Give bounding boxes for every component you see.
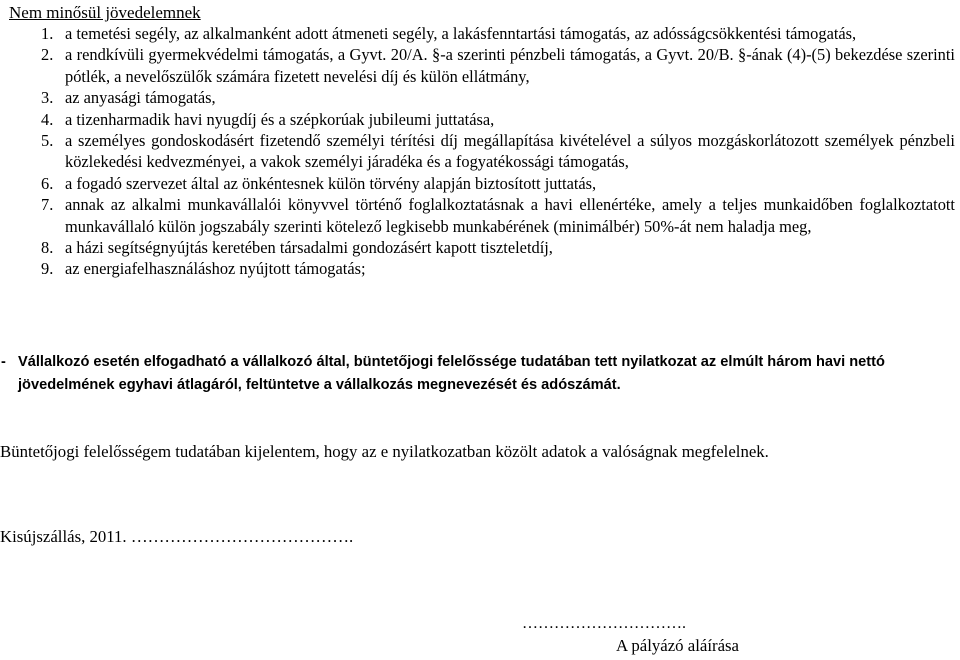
list-item <box>41 130 955 173</box>
list-item-number: 7. <box>41 195 54 215</box>
list-item-text: az anyasági támogatás, <box>65 88 216 108</box>
list-item-text: a temetési segély, az alkalmanként adott átmeneti segély, a lakásfenntartási támogatás, az adósságcsökkentési támogatás, <box>65 24 857 43</box>
exemption-list <box>41 23 955 280</box>
list-item-number: 1. <box>41 24 54 43</box>
list-item-number: 8. <box>41 238 54 258</box>
list-item <box>41 23 955 44</box>
list-item-number: 5. <box>41 131 54 151</box>
list-item-text: a házi segítségnyújtás keretében társadalmi gondozásért kapott tiszteletdíj, <box>65 238 553 258</box>
list-item <box>41 109 955 130</box>
list-item <box>41 44 955 87</box>
list-item-text: a fogadó szervezet által az önkéntesnek külön törvény alapján biztosított juttatás, <box>65 173 597 193</box>
section-heading: Nem minősül jövedelemnek <box>9 3 201 22</box>
list-item-number: 9. <box>41 259 54 279</box>
bullet-dash: - <box>1 354 6 370</box>
list-item-text: annak az alkalmi munkavállalói könyvvel történő foglalkoztatásnak a havi ellenértéke, amely a teljes munkaidőben foglalkoztatott munkavállaló külön jogszabály szerinti kötelező legkisebb munkabérének (minimálbér) 50%-át nem haladja meg, <box>65 195 955 236</box>
list-item-number: 4. <box>41 109 54 129</box>
list-item <box>41 258 955 279</box>
list-item-number: 3. <box>41 88 54 108</box>
declaration-text: Vállalkozó esetén elfogadható a vállalkozó által, büntetőjogi felelőssége tudatában tett nyilatkozat az elmúlt három havi nettó jövedelmének egyhavi átlagáról, feltüntetve a vállalkozás megnevezését és adószámát. <box>18 354 885 393</box>
list-item <box>41 237 955 258</box>
list-item-text: a rendkívüli gyermekvédelmi támogatás, a Gyvt. 20/A. §-a szerinti pénzbeli támogatás, a Gyvt. 20/B. §-ának (4)-(5) bekezdése szerinti pótlék, a nevelőszülők számára fizetett nevelési díj és külön ellátmány, <box>65 45 955 86</box>
list-item-text: az energiafelhasználáshoz nyújtott támogatás; <box>65 259 366 279</box>
entrepreneur-declaration-note <box>0 351 958 396</box>
signature-line: …………………………. <box>522 615 686 632</box>
liability-statement: Büntetőjogi felelősségem tudatában kijelentem, hogy az e nyilatkozatban közölt adatok a valóságnak megfelelnek. <box>0 442 769 461</box>
signature-label: A pályázó aláírása <box>616 636 739 655</box>
place-and-date-line: Kisújszállás, 2011. …………………………………. <box>0 527 354 546</box>
list-item-text: a tizenharmadik havi nyugdíj és a szépkorúak jubileumi juttatása, <box>65 109 495 129</box>
list-item <box>41 194 955 237</box>
list-item <box>41 173 955 194</box>
list-item-number: 6. <box>41 173 54 193</box>
list-item <box>41 87 955 108</box>
list-item-number: 2. <box>41 45 54 65</box>
list-item-text: a személyes gondoskodásért fizetendő személyi térítési díj megállapítása kivételével a súlyos mozgáskorlátozott személyek pénzbeli közlekedési kedvezményei, a vakok személyi járadéka és a fogyatékossági támogatás, <box>65 131 955 172</box>
